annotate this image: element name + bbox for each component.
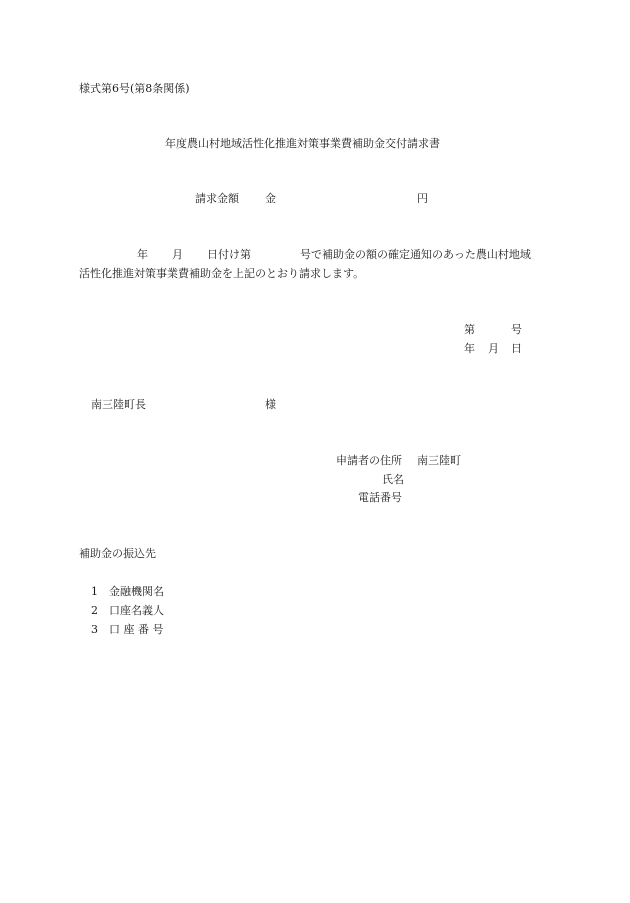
bank-item-3-num: 3 [91,623,98,636]
addressee-name: 南三陸町長 [91,398,146,411]
addressee-honorific: 様 [265,398,276,411]
body-line1-rest: 号で補助金の額の確定通知のあった農山村地域 [300,248,531,261]
doc-number-prefix: 第 [464,323,475,336]
body-month: 月 [172,248,183,261]
bank-item-3-label: 口 座 番 号 [109,623,164,636]
document-title: 年度農山村地域活性化推進対策事業費補助金交付請求書 [165,137,440,150]
doc-date-year: 年 [464,342,475,355]
bank-heading: 補助金の振込先 [79,547,156,560]
doc-date-day: 日 [511,342,522,355]
doc-number-suffix: 号 [511,323,522,336]
body-line2: 活性化推進対策事業費補助金を上記のとおり請求します。 [79,267,365,280]
body-year: 年 [137,248,148,261]
doc-date-month: 月 [488,342,499,355]
bank-item-2-label: 口座名義人 [109,604,164,617]
applicant-name-label: 氏名 [382,473,404,486]
applicant-phone-label: 電話番号 [358,491,402,504]
request-amount-unit: 円 [417,192,428,205]
bank-item-2-num: 2 [91,604,98,617]
form-number: 様式第6号(第8条関係) [79,82,190,95]
request-amount-label: 請求金額 [195,192,239,205]
bank-item-1-label: 金融機関名 [109,585,164,598]
bank-item-1-num: 1 [91,585,98,598]
applicant-address-value: 南三陸町 [417,454,461,467]
request-amount-prefix: 金 [265,192,276,205]
body-date-number: 日付け第 [207,248,251,261]
applicant-address-label: 申請者の住所 [336,454,402,467]
